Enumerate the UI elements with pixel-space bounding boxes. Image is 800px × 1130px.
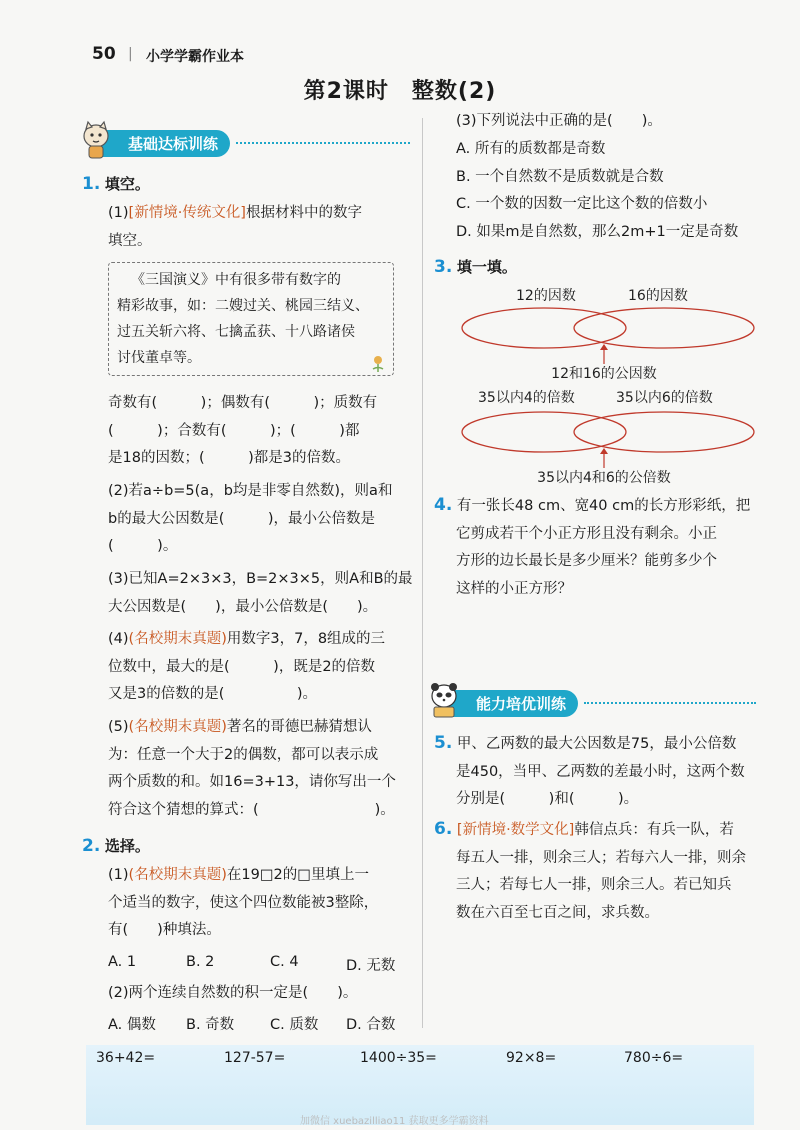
flower-icon [367,351,389,373]
q1-p5-line-3: 两个质数的和。如16=3+13，请你写出一个 [108,774,396,790]
q5-text-1: 甲、乙两数的最大公因数是75，最小公倍数 [456,736,737,752]
venn2-right-ellipse[interactable] [574,412,754,452]
q2-p1-prefix: (1) [108,867,129,883]
q1-p4-prefix: (4) [108,631,129,647]
q6-number: 6. [434,819,453,839]
q1-p5-rest: 著名的哥德巴赫猜想认 [226,719,372,735]
venn2-bottom-label: 35以内4和6的公倍数 [537,470,671,486]
q4-line-4: 这样的小正方形？ [456,580,572,597]
q5-line-2: 是450，当甲、乙两数的差最小时，这两个数 [456,763,745,780]
material-line-3: 过五关斩六将、七擒孟获、十八路诸侯 [117,324,355,340]
q1-p2-line-1[interactable]: (2)若a÷b=5(a，b均是非零自然数)，则a和 [108,483,393,499]
calc-item-5[interactable]: 780÷6= [624,1050,684,1066]
q1-p4-tag: (名校期末真题) [128,631,227,647]
venn2-right-label: 35以内6的倍数 [616,390,713,406]
q3-number: 3. [434,257,453,277]
q1-p1-tag: [新情境·传统文化] [128,205,246,221]
q2-p1 [108,862,378,945]
material-box [108,262,394,376]
q1-number: 1. [82,174,101,194]
q6-line-4: 数在六百至七百之间，求兵数。 [456,904,659,921]
material-line-2: 精彩故事，如：二嫂过关、桃园三结义、 [117,298,369,314]
q1-p5-line-1 [108,714,396,742]
q2-p2-option-c[interactable]: C. 质数 [270,1017,319,1033]
section-advanced-dots [584,702,756,704]
q1-p1-answers [108,390,377,473]
section-basic-header [98,128,410,158]
venn-diagrams [456,282,761,492]
q1-p5-line-2: 为：任意一个大于2的偶数，都可以表示成 [108,746,379,763]
q6-line-3: 三人；若每七人一排，则余三人。若已知兵 [456,877,732,893]
q2-p1-line-1 [108,862,378,890]
q1-p2 [108,478,392,561]
panda-mascot-icon [428,680,460,720]
q6-line-2: 每五人一排，则余三人；若每六人一排，则余 [456,849,746,866]
venn1-arrowhead [600,344,608,350]
venn1-left-label: 12的因数 [516,288,576,304]
q1-p4-line-3[interactable]: 又是3的倍数的是( )。 [108,686,318,702]
lesson-title: 第2课时 整数(2) [303,79,497,104]
q1-p4-rest: 用数字3，7，8组成的三 [226,631,386,647]
q1-p1-ans-2[interactable]: ( )；合数有( )；( )都 [108,422,360,439]
q2-p1-option-a[interactable]: A. 1 [108,954,137,970]
watermark: 加微信 xuebazilliao11 获取更多学霸资料 [300,1116,489,1127]
section-advanced-label: 能力培优训练 [476,694,567,713]
q5 [434,730,745,814]
section-advanced-badge [446,690,578,717]
q2-p1-rest: 在19□2的□里填上一 [226,867,369,883]
q2-p2-option-a[interactable]: A. 偶数 [108,1017,156,1033]
q2-p3-option-d[interactable]: D. 如果m是自然数，那么2m+1一定是奇数 [456,223,739,240]
q2-p2[interactable]: (2)两个连续自然数的积一定是( )。 [108,985,358,1001]
book-title: 小学学霸作业本 [146,49,244,65]
q3-heading [434,254,517,283]
q2-p1-option-b[interactable]: B. 2 [186,954,215,970]
q2-heading [82,833,150,862]
q2-title: 选择。 [104,837,150,855]
q1-p1-ans-3[interactable]: 是18的因数；( )都是3的倍数。 [108,450,350,466]
calc-item-1[interactable]: 36+42= [96,1050,156,1066]
q6-tag: [新情境·数学文化] [456,822,575,838]
venn2-left-label: 35以内4的倍数 [478,390,575,406]
q1-title: 填空。 [104,175,150,193]
q2-p1-option-d[interactable]: D. 无数 [346,958,396,974]
q2-p1-tag: (名校期末真题) [128,867,227,883]
calc-item-2[interactable]: 127-57= [224,1050,286,1066]
q5-line-3[interactable]: 分别是( )和( )。 [456,791,639,807]
q1-p3 [108,566,413,621]
venn2-arrowhead [600,448,608,454]
q2-p3-option-a[interactable]: A. 所有的质数都是奇数 [456,141,606,157]
q6-line-1 [434,816,746,845]
q2-p1-line-2: 个适当的数字，使这个四位数能被3整除， [108,894,379,911]
q6-text-1: 韩信点兵：有兵一队，若 [574,822,734,838]
header-separator: | [128,46,133,62]
q1-p5-prefix: (5) [108,719,129,735]
q5-line-1 [434,730,745,759]
q1-p1-line1 [108,200,362,228]
q1-p4 [108,626,385,709]
q1-p5 [108,714,396,824]
material-line-4: 讨伐董卓等。 [117,350,201,366]
q1-p4-line-2[interactable]: 位数中，最大的是( )，既是2的倍数 [108,658,376,675]
q4-line-1 [434,492,750,521]
q5-number: 5. [434,733,453,753]
q1-p1-line2: 填空。 [108,233,152,249]
q4-text-1: 有一张长48 cm、宽40 cm的长方形彩纸，把 [456,498,751,514]
venn1-right-ellipse[interactable] [574,308,754,348]
material-line-1: 《三国演义》中有很多带有数字的 [131,272,341,288]
section-basic-badge [98,130,230,157]
q2-p2-option-d[interactable]: D. 合数 [346,1017,396,1033]
q1-p1-prefix: (1) [108,205,129,221]
page-number: 50 [92,44,116,64]
q2-p3-options [456,136,738,246]
cat-mascot-icon [80,120,112,160]
q4-line-3: 方形的边长最长是多少厘米？能剪多少个 [456,553,717,569]
q2-p1-options [108,954,395,975]
calc-item-4[interactable]: 92×8= [506,1050,557,1066]
q2-p3-option-b[interactable]: B. 一个自然数不是质数就是合数 [456,168,664,185]
q1-p1-ans-1[interactable]: 奇数有( )；偶数有( )；质数有 [108,395,378,411]
q4-line-2: 它剪成若干个小正方形且没有剩余。小正 [456,525,717,542]
q2-p1-option-c[interactable]: C. 4 [270,954,299,970]
q1-heading [82,171,150,200]
q1-p2-line-3[interactable]: ( )。 [108,538,178,554]
q1-p3-line-1: (3)已知A=2×3×3，B=2×3×5，则A和B的最 [108,571,413,587]
section-advanced-header [446,688,756,718]
q2-p3-option-c[interactable]: C. 一个数的因数一定比这个数的倍数小 [456,196,708,212]
section-basic-dots [236,142,410,144]
q2-p1-line-3[interactable]: 有( )种填法。 [108,922,221,938]
q4-number: 4. [434,495,453,515]
q2-p2-options [108,1013,395,1034]
column-divider [422,118,423,1028]
q6 [434,816,746,927]
q3-title: 填一填。 [456,258,517,276]
q2-p2-option-b[interactable]: B. 奇数 [186,1017,235,1033]
q4 [434,492,750,603]
q1-p1-rest: 根据材料中的数字 [245,205,362,221]
q1-p5-tag: (名校期末真题) [128,719,227,735]
q2-number: 2. [82,836,101,856]
venn1-right-label: 16的因数 [628,288,688,304]
q1-p3-line-2[interactable]: 大公因数是( )，最小公倍数是( )。 [108,598,378,615]
q1-p2-line-2[interactable]: b的最大公因数是( )，最小公倍数是 [108,510,376,527]
venn1-bottom-label: 12和16的公因数 [551,366,657,382]
calc-item-3[interactable]: 1400÷35= [360,1050,437,1066]
q2-p3[interactable]: (3)下列说法中正确的是( )。 [456,113,662,129]
q1-p4-line-1 [108,626,385,654]
q1-p5-line-4[interactable]: 符合这个猜想的算式：( )。 [108,801,395,818]
section-basic-label: 基础达标训练 [128,134,219,153]
